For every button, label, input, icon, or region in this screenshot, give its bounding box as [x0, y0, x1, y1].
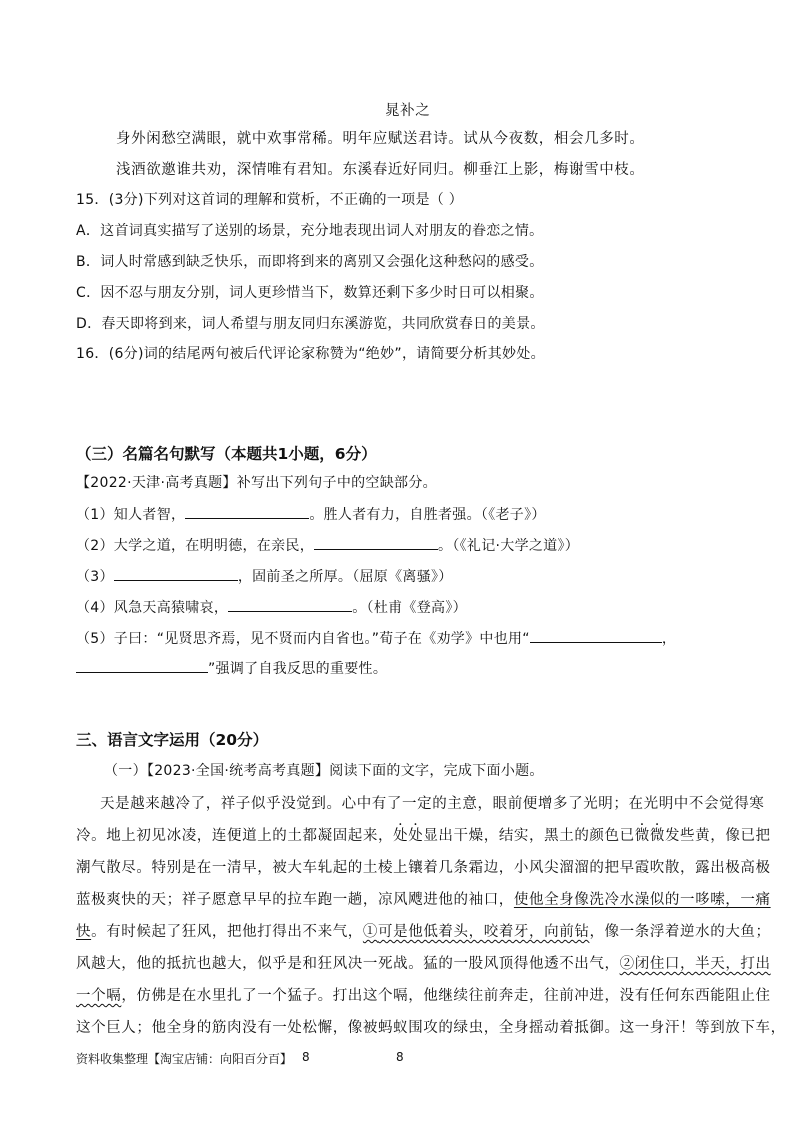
dictation-item-2-pre: （2）大学之道，在明明德，在亲民，: [76, 538, 315, 554]
passage-text: ，仿佛是在水里扎了一个猛子。打出这个嗝，他继续往前奔走，往前冲进，没有任何东西能阻止住: [121, 988, 771, 1004]
answer-blank-2[interactable]: [314, 535, 438, 550]
answer-blank-5b[interactable]: [76, 658, 208, 673]
dictation-item-5-line-2-post: ”强调了自我反思的重要性。: [208, 661, 388, 677]
footer-page-number: 8: [302, 1050, 310, 1064]
circled-number-2: ②: [619, 956, 635, 972]
passage-text: 。有时候起了狂风，把他打得出不来气，: [91, 924, 363, 940]
passage-text: 蓝极爽快的天；祥子愿意早早的拉车跑一趟，凉风飕进他的袖口，: [76, 892, 514, 908]
part-3-heading: 三、语言文字运用（20分）: [76, 731, 269, 749]
dictation-item-3-post: ，固前圣之所厚。（屈原《离骚》）: [237, 569, 453, 585]
wavy-text: 闭住口，半天，打出: [634, 956, 771, 972]
question-15-option-a: A．这首词真实描写了送别的场景，充分地表现出词人对朋友的眷恋之情。: [76, 223, 544, 239]
dictation-item-2-post: 。（《礼记·大学之道》）: [438, 538, 580, 554]
dictation-item-5-pre: （5）子曰：“见贤思齐焉，见不贤而内自省也。”荀子在《劝学》中也用“: [76, 631, 530, 647]
passage-line-5: [76, 920, 771, 941]
wavy-text: 可是他低着头，咬着牙，向前钻: [378, 924, 590, 940]
passage-line-2: [76, 824, 771, 845]
passage-line-4: [76, 888, 771, 909]
answer-blank-5a[interactable]: [530, 628, 662, 643]
passage-line-8: 这个巨人；他全身的筋肉没有一处松懈，像被蚂蚁围攻的绿虫，全身摇动着抵御。这一身汗！等到放下车，: [76, 1020, 786, 1036]
passage-text: 发些黄，像已把: [664, 828, 771, 844]
answer-blank-3[interactable]: [114, 566, 238, 581]
poem-line-1: 身外闲愁空满眼，就中欢事常稀。明年应赋送君诗。试从今夜数，相会几多时。: [116, 131, 645, 147]
question-15-option-d: D．春天即将到来，词人希望与朋友同归东溪游览，共同欣赏春日的美景。: [76, 316, 545, 332]
dictation-item-3-pre: （3）: [76, 569, 114, 585]
dictation-item-4-post: 。（杜甫《登高》）: [352, 600, 467, 616]
question-15-option-c: C．因不忍与朋友分别，词人更珍惜当下，数算还剩下多少时日可以相聚。: [76, 285, 544, 301]
emphasis-dot-char: 微: [634, 828, 650, 844]
underlined-sentence: 使他全身像洗冷水澡似的一哆嗦，一痛: [513, 892, 771, 908]
passage-text: 显出干燥，结实，黑土的颜色已: [423, 828, 635, 844]
passage-text: 冷。地上初见冰凌，连便道上的土都凝固起来，: [76, 828, 394, 844]
wavy-underlined-sentence-2-end: 一个嗝: [76, 988, 122, 1004]
dictation-item-3: [76, 566, 453, 586]
question-16-stem: 16．(6分)词的结尾两句被后代评论家称赞为“绝妙”，请简要分析其妙处。: [76, 346, 545, 362]
dictation-item-2: [76, 535, 579, 555]
question-15-option-b: B．词人时常感到缺乏快乐，而即将到来的离别又会强化这种愁闷的感受。: [76, 254, 544, 270]
passage-text: ，像一条浮着逆水的大鱼；: [589, 924, 771, 940]
answer-blank-4[interactable]: [228, 597, 352, 612]
wavy-underlined-sentence-1: [363, 924, 590, 940]
circled-number-1: ①: [362, 924, 379, 940]
section-3-heading: （三）名篇名句默写（本题共1小题，6分）: [76, 445, 377, 463]
footer-source: 资料收集整理【淘宝店铺：向阳百分百】: [76, 1052, 293, 1066]
part-3-intro: （一）【2023·全国·统考高考真题】阅读下面的文字，完成下面小题。: [104, 763, 544, 779]
passage-line-6: [76, 952, 771, 973]
question-15-stem: 15．(3分)下列对这首词的理解和赏析，不正确的一项是（ ）: [76, 192, 464, 208]
answer-blank-1[interactable]: [185, 504, 309, 519]
emphasis-dot-char: 处: [408, 828, 424, 844]
passage-line-1: 天是越来越冷了，祥子似乎没觉到。心中有了一定的主意，眼前便增多了光明；在光明中不会觉得寒: [100, 796, 765, 812]
dictation-item-5: [76, 628, 676, 648]
dictation-item-1: [76, 504, 546, 524]
poem-author: 晁补之: [385, 103, 431, 119]
dictation-item-4: [76, 597, 467, 617]
wavy-underlined-sentence-2: [620, 956, 771, 972]
footer-page-number-2: 8: [396, 1050, 404, 1064]
poem-line-2: 浅酒欲邀谁共劝，深情唯有君知。东溪春近好同归。柳垂江上影，梅谢雪中枝。: [116, 162, 645, 178]
passage-text: 风越大，他的抵抗也越大，似乎是和狂风决一死战。猛的一股风顶得他透不出气，: [76, 956, 620, 972]
underlined-sentence-end: 快: [76, 924, 92, 940]
passage-line-7: [76, 984, 771, 1005]
dictation-item-4-pre: （4）风急天高猿啸哀，: [76, 600, 229, 616]
dictation-item-5-line-2: [76, 658, 387, 678]
dictation-item-1-post: 。胜人者有力，自胜者强。（《老子》）: [309, 507, 546, 523]
section-3-intro: 【2022·天津·高考真题】补写出下列句子中的空缺部分。: [76, 475, 437, 491]
passage-line-3: 潮气散尽。特别是在一清早，被大车轧起的土棱上镶着几条霜边，小风尖溜溜的把早霞吹散，露出极高极: [76, 860, 771, 876]
dictation-item-5-post: ，: [661, 631, 677, 647]
emphasis-dot-char: 微: [649, 828, 665, 844]
emphasis-dot-char: 处: [393, 828, 409, 844]
dictation-item-1-pre: （1）知人者智，: [76, 507, 186, 523]
